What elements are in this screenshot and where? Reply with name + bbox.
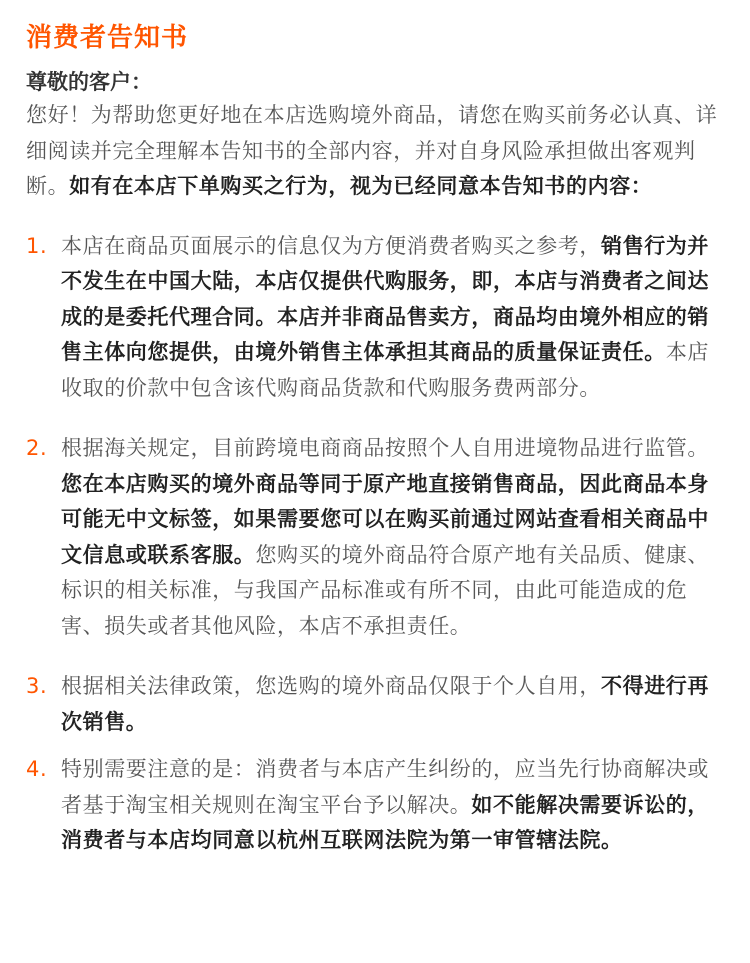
item-text [61,229,724,407]
item-number: 4. [26,757,48,781]
item-bold-text: 如不能解决需要诉讼的，消费者与本店均同意以杭州互联网法院为第一审管辖法院。 [61,792,710,852]
intro-normal-text: 您好！为帮助您更好地在本店选购境外商品，请您在购买前务必认真、详细阅读并完全理解本告知书的全部内容，并对自身风险承担做出客观判断。 [26,103,718,198]
item-bold-text: 您在本店购买的境外商品等同于原产地直接销售商品，因此商品本身可能无中文标签，如果需要您可以在购买前通过网站查看相关商品中文信息或联系客服。 [61,471,709,567]
item-text [61,669,724,740]
intro-bold-text: 如有在本店下单购买之行为，视为已经同意本告知书的内容： [69,174,653,198]
list-item [26,752,724,859]
item-normal-text: 您购买的境外商品符合原产地有关品质、健康、标识的相关标准，与我国产品标准或有所不同，由此可能造成的危害、损失或者其他风险，本店不承担责任。 [61,542,710,638]
item-text [61,752,724,859]
greeting: 尊敬的客户： [26,70,152,94]
item-bold-text: 销售行为并不发生在中国大陆，本店仅提供代购服务，即，本店与消费者之间达成的是委托代理合同。本店并非商品售卖方，商品均由境外相应的销售主体向您提供，由境外销售主体承担其商品的质量保证责任。 [61,233,709,364]
item-text [61,431,724,644]
item-normal-text: 根据相关法律政策，您选购的境外商品仅限于个人自用， [61,674,601,698]
intro-paragraph [26,98,724,205]
item-normal-text: 特别需要注意的是：消费者与本店产生纠纷的，应当先行协商解决或者基于淘宝相关规则在淘宝平台予以解决。 [61,757,709,817]
item-bold-text: 不得进行再次销售。 [61,674,709,734]
item-normal-text: 本店收取的价款中包含该代购商品货款和代购服务费两部分。 [61,340,710,400]
item-number: 2. [26,436,48,460]
item-normal-text: 本店在商品页面展示的信息仅为方便消费者购买之参考， [61,233,601,258]
item-normal-text: 根据海关规定，目前跨境电商商品按照个人自用进境物品进行监管。 [61,436,709,460]
list-item [26,229,724,407]
notice-list [26,229,724,859]
item-number: 1. [26,233,48,258]
list-item [26,669,724,740]
item-number: 3. [26,674,48,698]
list-item [26,431,724,644]
page-title: 消费者告知书 [26,23,189,53]
